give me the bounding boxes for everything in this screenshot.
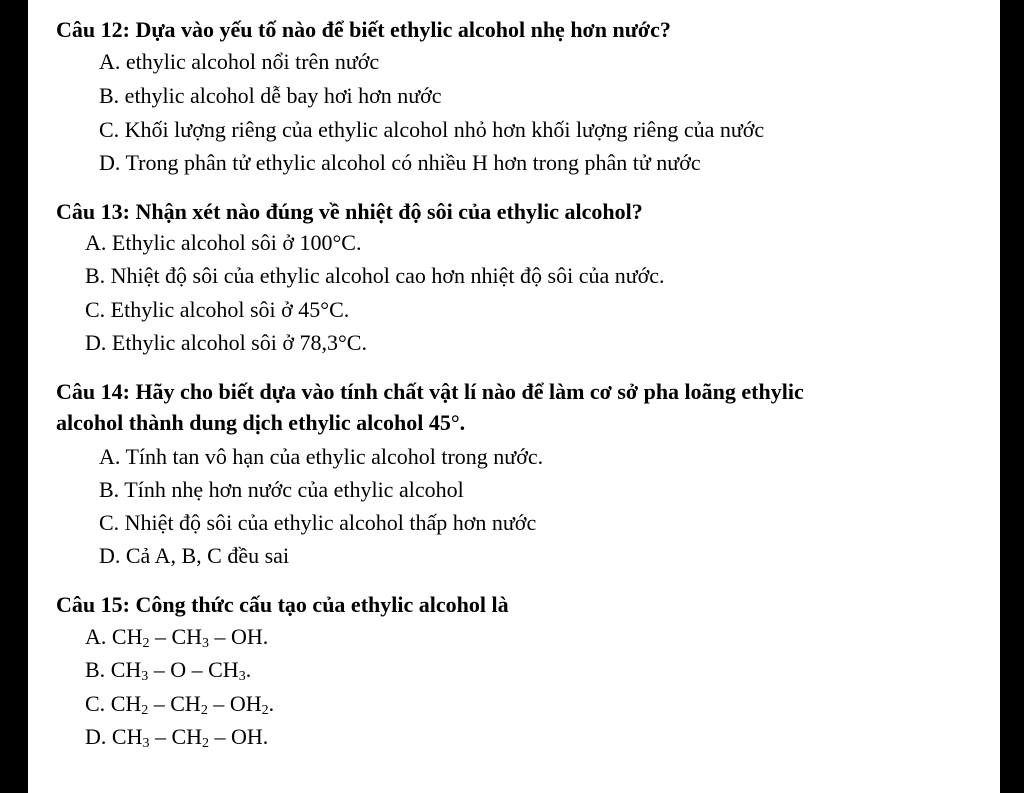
question-12-option-c: C. Khối lượng riêng của ethylic alcohol nhỏ hơn khối lượng riêng của nước: [99, 117, 765, 142]
question-14-title-line1: Câu 14: Hãy cho biết dựa vào tính chất vật lí nào để làm cơ sở pha loãng ethylic: [56, 379, 804, 404]
option-letter: B.: [85, 657, 106, 682]
question-15-option-d: [85, 720, 268, 753]
formula-subscript: 3: [202, 636, 210, 651]
question-12-title: Câu 12: Dựa vào yếu tố nào để biết ethylic alcohol nhẹ hơn nước?: [56, 17, 671, 42]
question-14-title-line2: alcohol thành dung dịch ethylic alcohol 45°.: [56, 410, 466, 435]
question-14-option-d: D. Cả A, B, C đều sai: [99, 543, 290, 568]
option-letter: D.: [85, 724, 107, 749]
formula-subscript: 2: [142, 636, 150, 651]
formula-part: .: [268, 691, 275, 716]
formula-part: – OH.: [209, 724, 269, 749]
formula-part: – OH.: [209, 624, 269, 649]
formula-subscript: 2: [261, 703, 269, 718]
question-15-option-c: [85, 687, 274, 720]
question-14-option-c: C. Nhiệt độ sôi của ethylic alcohol thấp hơn nước: [99, 510, 537, 535]
formula-subscript: 3: [141, 669, 149, 684]
question-15-title: Câu 15: Công thức cấu tạo của ethylic alcohol là: [56, 592, 509, 617]
formula-part: – OH: [207, 691, 262, 716]
formula-part: – CH: [149, 724, 203, 749]
formula-subscript: 3: [142, 736, 150, 751]
question-13-option-a: A. Ethylic alcohol sôi ở 100°C.: [85, 230, 362, 255]
formula-part: CH: [110, 691, 142, 716]
question-14-option-b: B. Tính nhẹ hơn nước của ethylic alcohol: [99, 477, 464, 502]
question-13-option-d: D. Ethylic alcohol sôi ở 78,3°C.: [85, 330, 367, 355]
option-letter: A.: [85, 624, 107, 649]
question-15-option-b: [85, 653, 251, 686]
question-12-option-b: B. ethylic alcohol dễ bay hơi hơn nước: [99, 83, 442, 108]
formula-part: CH: [111, 724, 143, 749]
option-letter: C.: [85, 691, 106, 716]
question-13-option-c: C. Ethylic alcohol sôi ở 45°C.: [85, 297, 350, 322]
formula-part: CH: [110, 657, 142, 682]
question-13-option-b: B. Nhiệt độ sôi của ethylic alcohol cao hơn nhiệt độ sôi của nước.: [85, 263, 665, 288]
question-12-option-d: D. Trong phân tử ethylic alcohol có nhiều H hơn trong phân tử nước: [99, 150, 701, 175]
question-13-title: Câu 13: Nhận xét nào đúng về nhiệt độ sôi của ethylic alcohol?: [56, 199, 643, 224]
question-12-option-a: A. ethylic alcohol nổi trên nước: [99, 49, 380, 74]
document-page: [28, 0, 1000, 793]
formula-part: – O – CH: [148, 657, 239, 682]
formula-subscript: 2: [200, 703, 208, 718]
formula-part: CH: [111, 624, 143, 649]
question-15-option-a: [85, 620, 268, 653]
question-14-option-a: A. Tính tan vô hạn của ethylic alcohol trong nước.: [99, 444, 544, 469]
formula-part: .: [245, 657, 252, 682]
formula-subscript: 2: [141, 703, 149, 718]
formula-part: – CH: [149, 624, 203, 649]
formula-subscript: 3: [238, 669, 246, 684]
formula-part: – CH: [148, 691, 201, 716]
formula-subscript: 2: [202, 736, 210, 751]
